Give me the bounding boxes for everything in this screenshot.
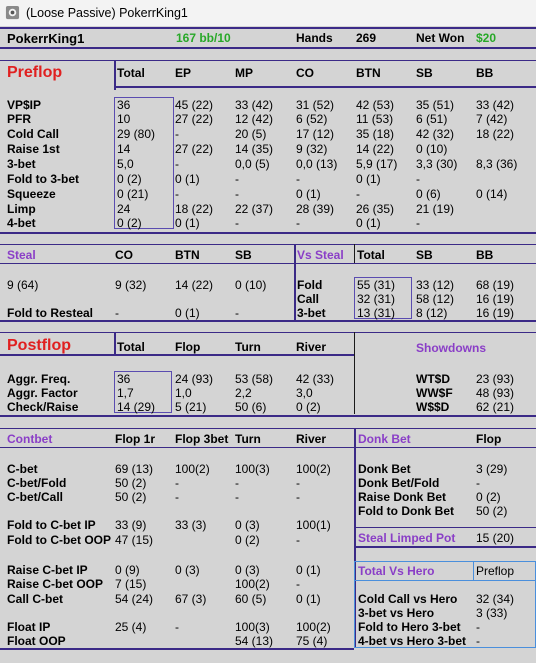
- donk-bet-value: 3 (29): [476, 462, 508, 476]
- contbet-col-header: Flop 3bet: [175, 432, 229, 446]
- divider: [0, 447, 354, 448]
- contbet-cell: 0 (3): [235, 518, 260, 532]
- preflop-cell: 24: [117, 202, 131, 216]
- preflop-cell: 29 (80): [117, 127, 156, 141]
- preflop-cell: 18 (22): [476, 127, 515, 141]
- showdowns-title: Showdowns: [416, 341, 486, 355]
- preflop-cell: -: [175, 187, 179, 201]
- showdown-label: W$$D: [416, 400, 450, 414]
- preflop-cell: 14: [117, 142, 131, 156]
- steal-cell: 9 (64): [7, 278, 39, 292]
- preflop-cell: 3,3 (30): [416, 157, 458, 171]
- contbet-row-label: C-bet/Fold: [7, 476, 67, 490]
- preflop-cell: 35 (51): [416, 98, 455, 112]
- divider: [294, 244, 296, 321]
- vs-steal-cell: 16 (19): [476, 292, 515, 306]
- steal-col-header: CO: [115, 248, 133, 262]
- steal-limped-label: Steal Limped Pot: [358, 531, 456, 545]
- contbet-cell: 0 (9): [115, 563, 140, 577]
- postflop-row-label: Aggr. Factor: [7, 386, 78, 400]
- contbet-cell: -: [296, 476, 300, 490]
- preflop-row-label: Raise 1st: [7, 142, 60, 156]
- donk-bet-value: 50 (2): [476, 504, 508, 518]
- preflop-col-header: SB: [416, 66, 433, 80]
- preflop-col-header: CO: [296, 66, 314, 80]
- postflop-cell: 1,0: [175, 386, 192, 400]
- postflop-cell: 42 (33): [296, 372, 335, 386]
- donk-bet-title: Donk Bet: [358, 432, 411, 446]
- hands-label: Hands: [296, 31, 333, 45]
- postflop-cell: 50 (6): [235, 400, 267, 414]
- preflop-cell: 10: [117, 112, 131, 126]
- contbet-row-label: Float OOP: [7, 634, 66, 648]
- preflop-row-label: Limp: [7, 202, 36, 216]
- divider: [0, 244, 536, 245]
- contbet-cell: 100(2): [235, 577, 270, 591]
- postflop-cell: 14 (29): [117, 400, 156, 414]
- postflop-title: Postflop: [7, 337, 71, 354]
- contbet-cell: 100(2): [296, 620, 331, 634]
- contbet-cell: 50 (2): [115, 476, 147, 490]
- vs-steal-cell: 8 (12): [416, 306, 448, 320]
- divider: [354, 332, 355, 414]
- vs-hero-row-label: Fold to Hero 3-bet: [358, 620, 461, 634]
- vs-hero-value: 3 (33): [476, 606, 508, 620]
- preflop-cell: 5,0: [117, 157, 134, 171]
- vs-hero-value: -: [476, 620, 480, 634]
- contbet-cell: 33 (9): [115, 518, 147, 532]
- postflop-cell: 24 (93): [175, 372, 214, 386]
- divider: [354, 527, 536, 528]
- contbet-cell: 0 (3): [235, 563, 260, 577]
- donk-bet-column: Flop: [476, 432, 502, 446]
- vs-steal-cell: 32 (31): [357, 292, 396, 306]
- preflop-cell: 21 (19): [416, 202, 455, 216]
- preflop-cell: 33 (42): [235, 98, 274, 112]
- divider: [0, 263, 294, 264]
- preflop-cell: 35 (18): [356, 127, 395, 141]
- contbet-row-label: Call C-bet: [7, 592, 64, 606]
- vs-hero-column: Preflop: [476, 564, 515, 578]
- contbet-col-header: River: [296, 432, 327, 446]
- postflop-row-label: Check/Raise: [7, 400, 79, 414]
- contbet-cell: 60 (5): [235, 592, 267, 606]
- vs-steal-cell: 58 (12): [416, 292, 455, 306]
- bb100-value: 167 bb/10: [176, 31, 231, 45]
- contbet-cell: -: [175, 476, 179, 490]
- preflop-cell: 20 (5): [235, 127, 267, 141]
- contbet-cell: 0 (1): [296, 563, 321, 577]
- steal-cell: 0 (10): [235, 278, 267, 292]
- fold-to-resteal-cell: 0 (1): [175, 306, 200, 320]
- postflop-cell: 2,2: [235, 386, 252, 400]
- preflop-cell: 9 (32): [296, 142, 328, 156]
- steal-title: Steal: [7, 248, 36, 262]
- preflop-cell: 27 (22): [175, 142, 214, 156]
- divider: [354, 580, 535, 581]
- preflop-cell: -: [235, 172, 239, 186]
- postflop-col-header: Total: [117, 340, 145, 354]
- showdown-label: WT$D: [416, 372, 450, 386]
- contbet-cell: 69 (13): [115, 462, 154, 476]
- divider: [0, 27, 536, 29]
- netwon-value: $20: [476, 31, 497, 45]
- vs-steal-cell: 68 (19): [476, 278, 515, 292]
- preflop-cell: 18 (22): [175, 202, 214, 216]
- fold-to-resteal-label: Fold to Resteal: [7, 306, 94, 320]
- title-bar[interactable]: [0, 0, 536, 26]
- fold-to-resteal-cell: -: [235, 306, 239, 320]
- contbet-cell: 0 (1): [296, 592, 321, 606]
- preflop-cell: 0,0 (13): [296, 157, 338, 171]
- divider: [354, 244, 355, 263]
- preflop-title: Preflop: [7, 64, 63, 81]
- donk-bet-value: 0 (2): [476, 490, 501, 504]
- vs-steal-cell: 13 (31): [357, 306, 396, 320]
- contbet-row-label: Raise C-bet IP: [7, 563, 88, 577]
- contbet-cell: 50 (2): [115, 490, 147, 504]
- preflop-cell: -: [296, 172, 300, 186]
- contbet-cell: 100(3): [235, 620, 270, 634]
- preflop-cell: 5,9 (17): [356, 157, 398, 171]
- preflop-cell: 42 (32): [416, 127, 455, 141]
- divider: [114, 86, 536, 88]
- divider: [0, 320, 536, 322]
- showdown-label: WW$F: [416, 386, 453, 400]
- vs-steal-col-header: BB: [476, 248, 494, 262]
- preflop-cell: -: [235, 216, 239, 230]
- contbet-cell: 33 (3): [175, 518, 207, 532]
- preflop-cell: -: [296, 216, 300, 230]
- preflop-cell: 45 (22): [175, 98, 214, 112]
- contbet-cell: 0 (2): [235, 533, 260, 547]
- contbet-row-label: Float IP: [7, 620, 51, 634]
- contbet-cell: 100(3): [235, 462, 270, 476]
- vs-steal-cell: 16 (19): [476, 306, 515, 320]
- contbet-row-label: Fold to C-bet IP: [7, 518, 96, 532]
- preflop-cell: 0 (2): [117, 172, 142, 186]
- vs-hero-value: -: [476, 634, 480, 648]
- vs-hero-row-label: Cold Call vs Hero: [358, 592, 458, 606]
- steal-limped-value: 15 (20): [476, 531, 515, 545]
- postflop-col-header: River: [296, 340, 327, 354]
- contbet-row-label: Raise C-bet OOP: [7, 577, 104, 591]
- contbet-title: Contbet: [7, 432, 53, 446]
- contbet-cell: 100(2): [175, 462, 210, 476]
- contbet-cell: 100(2): [296, 462, 331, 476]
- contbet-cell: 54 (24): [115, 592, 154, 606]
- vs-hero-title: Total Vs Hero: [358, 564, 435, 578]
- preflop-cell: 42 (53): [356, 98, 395, 112]
- divider: [0, 648, 354, 650]
- contbet-col-header: Flop 1r: [115, 432, 156, 446]
- divider: [0, 332, 536, 333]
- showdown-value: 62 (21): [476, 400, 515, 414]
- netwon-label: Net Won: [416, 31, 465, 45]
- preflop-cell: -: [235, 187, 239, 201]
- postflop-row-label: Aggr. Freq.: [7, 372, 71, 386]
- steal-col-header: SB: [235, 248, 252, 262]
- donk-bet-value: -: [476, 476, 480, 490]
- showdown-value: 23 (93): [476, 372, 515, 386]
- preflop-col-header: Total: [117, 66, 145, 80]
- contbet-cell: -: [296, 577, 300, 591]
- postflop-cell: 0 (2): [296, 400, 321, 414]
- preflop-cell: -: [175, 127, 179, 141]
- vs-steal-row-label: Call: [297, 292, 320, 306]
- divider: [114, 332, 116, 356]
- contbet-row-label: Fold to C-bet OOP: [7, 533, 111, 547]
- divider: [0, 354, 354, 356]
- contbet-cell: -: [296, 490, 300, 504]
- preflop-cell: 6 (51): [416, 112, 448, 126]
- preflop-cell: 11 (53): [356, 112, 394, 126]
- divider: [0, 428, 536, 429]
- vs-hero-row-label: 4-bet vs Hero 3-bet: [358, 634, 467, 648]
- preflop-row-label: Squeeze: [7, 187, 56, 201]
- player-name: PokerrKing1: [7, 31, 85, 46]
- preflop-cell: 0,0 (5): [235, 157, 270, 171]
- preflop-cell: 14 (22): [356, 142, 395, 156]
- preflop-cell: 33 (42): [476, 98, 515, 112]
- postflop-cell: 53 (58): [235, 372, 274, 386]
- preflop-row-label: PFR: [7, 112, 31, 126]
- preflop-cell: 0 (1): [356, 172, 381, 186]
- preflop-cell: 26 (35): [356, 202, 395, 216]
- preflop-cell: 12 (42): [235, 112, 274, 126]
- vs-steal-row-label: 3-bet: [297, 306, 326, 320]
- preflop-row-label: VP$IP: [7, 98, 42, 112]
- preflop-cell: 6 (52): [296, 112, 328, 126]
- contbet-cell: 75 (4): [296, 634, 328, 648]
- contbet-cell: 0 (3): [175, 563, 200, 577]
- contbet-cell: -: [175, 490, 179, 504]
- preflop-cell: 28 (39): [296, 202, 335, 216]
- steal-col-header: BTN: [175, 248, 200, 262]
- vs-steal-col-header: Total: [357, 248, 385, 262]
- divider: [0, 47, 536, 49]
- divider: [354, 546, 536, 548]
- divider: [294, 263, 536, 264]
- steal-cell: 9 (32): [115, 278, 147, 292]
- preflop-row-label: 3-bet: [7, 157, 36, 171]
- preflop-col-header: MP: [235, 66, 253, 80]
- vs-steal-title: Vs Steal: [297, 248, 344, 262]
- contbet-cell: -: [235, 476, 239, 490]
- preflop-col-header: EP: [175, 66, 192, 80]
- preflop-col-header: BTN: [356, 66, 381, 80]
- contbet-cell: 25 (4): [115, 620, 147, 634]
- preflop-cell: -: [416, 216, 420, 230]
- postflop-cell: 3,0: [296, 386, 313, 400]
- postflop-cell: 5 (21): [175, 400, 207, 414]
- contbet-col-header: Turn: [235, 432, 261, 446]
- contbet-cell: 54 (13): [235, 634, 274, 648]
- contbet-cell: -: [296, 533, 300, 547]
- preflop-cell: 0 (1): [175, 216, 200, 230]
- preflop-cell: -: [356, 187, 360, 201]
- divider: [473, 561, 474, 580]
- contbet-row-label: C-bet: [7, 462, 38, 476]
- preflop-row-label: Fold to 3-bet: [7, 172, 79, 186]
- contbet-row-label: C-bet/Call: [7, 490, 64, 504]
- preflop-cell: 31 (52): [296, 98, 335, 112]
- preflop-col-header: BB: [476, 66, 494, 80]
- preflop-cell: 22 (37): [235, 202, 274, 216]
- hands-value: 269: [356, 31, 377, 45]
- preflop-cell: 0 (6): [416, 187, 441, 201]
- vs-steal-cell: 55 (31): [357, 278, 396, 292]
- contbet-cell: 67 (3): [175, 592, 207, 606]
- preflop-cell: 0 (1): [356, 216, 381, 230]
- donk-bet-row-label: Raise Donk Bet: [358, 490, 447, 504]
- postflop-cell: 1,7: [117, 386, 134, 400]
- preflop-cell: -: [175, 157, 179, 171]
- steal-cell: 14 (22): [175, 278, 214, 292]
- showdown-value: 48 (93): [476, 386, 515, 400]
- divider: [0, 232, 536, 234]
- preflop-cell: 0 (21): [117, 187, 149, 201]
- postflop-cell: 36: [117, 372, 131, 386]
- vs-hero-value: 32 (34): [476, 592, 515, 606]
- preflop-cell: 7 (42): [476, 112, 508, 126]
- preflop-row-label: 4-bet: [7, 216, 36, 230]
- preflop-cell: 8,3 (36): [476, 157, 518, 171]
- preflop-cell: 17 (12): [296, 127, 335, 141]
- contbet-cell: 7 (15): [115, 577, 147, 591]
- preflop-cell: 0 (10): [416, 142, 448, 156]
- contbet-cell: -: [175, 620, 179, 634]
- vs-steal-cell: 33 (12): [416, 278, 455, 292]
- preflop-cell: 0 (14): [476, 187, 508, 201]
- vs-steal-col-header: SB: [416, 248, 433, 262]
- preflop-cell: -: [416, 172, 420, 186]
- donk-bet-row-label: Donk Bet: [358, 462, 411, 476]
- vs-steal-row-label: Fold: [297, 278, 323, 292]
- divider: [354, 447, 536, 448]
- contbet-cell: 47 (15): [115, 533, 154, 547]
- preflop-cell: 0 (1): [296, 187, 321, 201]
- donk-bet-row-label: Fold to Donk Bet: [358, 504, 454, 518]
- preflop-cell: 27 (22): [175, 112, 214, 126]
- divider: [0, 415, 536, 417]
- poker-app-icon: [5, 5, 20, 20]
- donk-bet-row-label: Donk Bet/Fold: [358, 476, 440, 490]
- preflop-cell: 14 (35): [235, 142, 274, 156]
- contbet-cell: 100(1): [296, 518, 331, 532]
- preflop-cell: 0 (1): [175, 172, 200, 186]
- window-title: (Loose Passive) PokerrKing1: [26, 6, 188, 20]
- postflop-col-header: Turn: [235, 340, 261, 354]
- preflop-cell: 36: [117, 98, 131, 112]
- postflop-col-header: Flop: [175, 340, 201, 354]
- fold-to-resteal-cell: -: [115, 306, 119, 320]
- vs-hero-row-label: 3-bet vs Hero: [358, 606, 435, 620]
- divider: [0, 60, 536, 61]
- preflop-row-label: Cold Call: [7, 127, 60, 141]
- preflop-cell: 0 (2): [117, 216, 142, 230]
- contbet-cell: -: [235, 490, 239, 504]
